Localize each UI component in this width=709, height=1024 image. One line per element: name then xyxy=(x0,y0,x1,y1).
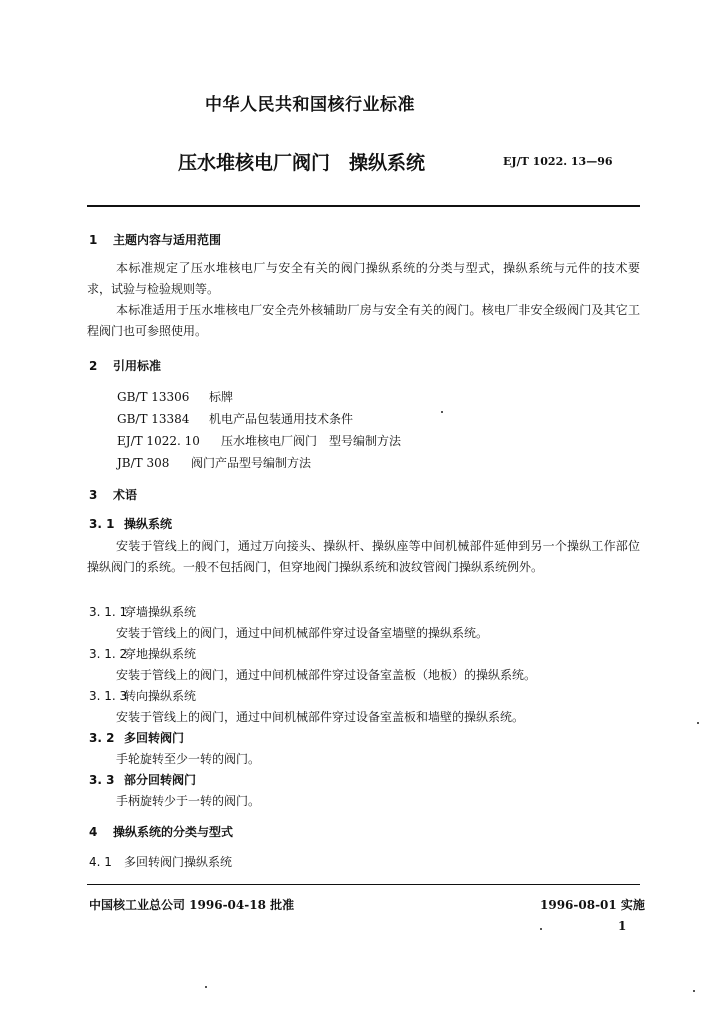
subsection-number: 3. 1. 1 xyxy=(89,605,128,619)
section-1-paragraph-2: 本标准适用于压水堆核电厂安全壳外核辅助厂房与安全有关的阀门。核电厂非安全级阀门及其它工程阀门也可参照使用。 xyxy=(87,303,640,338)
subsection-number: 3. 1 xyxy=(89,517,115,531)
section-title: 引用标准 xyxy=(113,359,162,373)
reference-code: EJ/T 1022. 10 xyxy=(117,434,200,448)
subsection-3-1-2-text: 安装于管线上的阀门，通过中间机械部件穿过设备室盖板（地板）的操纵系统。 xyxy=(116,668,537,682)
subsection-3-1-2-heading xyxy=(89,645,196,662)
reference-item xyxy=(117,388,233,405)
subsection-3-2-heading xyxy=(89,729,184,746)
subsection-3-1-3-text: 安装于管线上的阀门，通过中间机械部件穿过设备室盖板和墙壁的操纵系统。 xyxy=(116,710,525,724)
section-2-heading xyxy=(89,357,161,374)
subsection-title: 多回转阀门操纵系统 xyxy=(124,855,233,869)
subsection-3-1-1-text: 安装于管线上的阀门，通过中间机械部件穿过设备室墙壁的操纵系统。 xyxy=(116,626,489,640)
scan-speck xyxy=(697,722,699,724)
reference-code: GB/T 13306 xyxy=(117,390,190,404)
subsection-4-1-heading xyxy=(89,853,232,870)
scan-speck xyxy=(441,411,443,413)
reference-code: GB/T 13384 xyxy=(117,412,190,426)
section-title: 操纵系统的分类与型式 xyxy=(113,825,234,839)
footer-divider xyxy=(87,884,640,885)
reference-item xyxy=(117,454,311,471)
section-1-paragraph-1: 本标准规定了压水堆核电厂与安全有关的阀门操纵系统的分类与型式，操纵系统与元件的技术要求，试验与检验规则等。 xyxy=(87,261,640,296)
section-4-heading xyxy=(89,823,233,840)
effective-date: 1996-08-01 实施 xyxy=(540,898,645,912)
reference-title: 标牌 xyxy=(209,390,234,404)
header-divider xyxy=(87,205,640,207)
section-3-heading xyxy=(89,486,137,503)
section-number: 2 xyxy=(89,359,98,373)
subsection-3-1-heading xyxy=(89,515,172,532)
subsection-number: 4. 1 xyxy=(89,855,112,869)
approval-line: 中国核工业总公司 1996-04-18 批准 xyxy=(89,898,295,912)
subsection-number: 3. 1. 3 xyxy=(89,689,128,703)
subsection-title: 操纵系统 xyxy=(124,517,173,531)
subsection-number: 3. 3 xyxy=(89,773,115,787)
reference-item xyxy=(117,432,401,449)
section-number: 3 xyxy=(89,488,98,502)
scan-speck xyxy=(693,990,695,992)
subsection-title: 转向操纵系统 xyxy=(124,689,197,703)
section-number: 4 xyxy=(89,825,98,839)
reference-title: 机电产品包装通用技术条件 xyxy=(209,412,354,426)
section-number: 1 xyxy=(89,233,98,247)
document-title: 压水堆核电厂阀门 操纵系统 xyxy=(178,152,426,174)
page-number: 1 xyxy=(618,919,627,933)
scan-speck xyxy=(540,928,542,930)
subsection-3-3-heading xyxy=(89,771,196,788)
section-title: 术语 xyxy=(113,488,138,502)
document-code: EJ/T 1022. 13—96 xyxy=(503,155,613,168)
section-1-heading xyxy=(89,231,221,248)
subsection-3-1-1-heading xyxy=(89,603,196,620)
reference-item xyxy=(117,410,353,427)
reference-title: 阀门产品型号编制方法 xyxy=(191,456,312,470)
scan-speck xyxy=(205,986,207,988)
subsection-3-1-3-heading xyxy=(89,687,196,704)
reference-title: 压水堆核电厂阀门 型号编制方法 xyxy=(221,434,402,448)
subsection-title: 多回转阀门 xyxy=(124,731,185,745)
subsection-title: 穿墙操纵系统 xyxy=(124,605,197,619)
subsection-number: 3. 2 xyxy=(89,731,115,745)
subsection-3-2-text: 手轮旋转至少一转的阀门。 xyxy=(116,752,261,766)
reference-code: JB/T 308 xyxy=(117,456,170,470)
subsection-number: 3. 1. 2 xyxy=(89,647,128,661)
section-title: 主题内容与适用范围 xyxy=(113,233,222,247)
standard-type-heading: 中华人民共和国核行业标准 xyxy=(205,95,415,115)
subsection-3-3-text: 手柄旋转少于一转的阀门。 xyxy=(116,794,261,808)
subsection-title: 穿地操纵系统 xyxy=(124,647,197,661)
subsection-title: 部分回转阀门 xyxy=(124,773,197,787)
subsection-3-1-text: 安装于管线上的阀门，通过万向接头、操纵杆、操纵座等中间机械部件延伸到另一个操纵工作部位操纵阀门的系统。一般不包括阀门，但穿地阀门操纵系统和波纹管阀门操纵系统例外。 xyxy=(87,539,640,574)
